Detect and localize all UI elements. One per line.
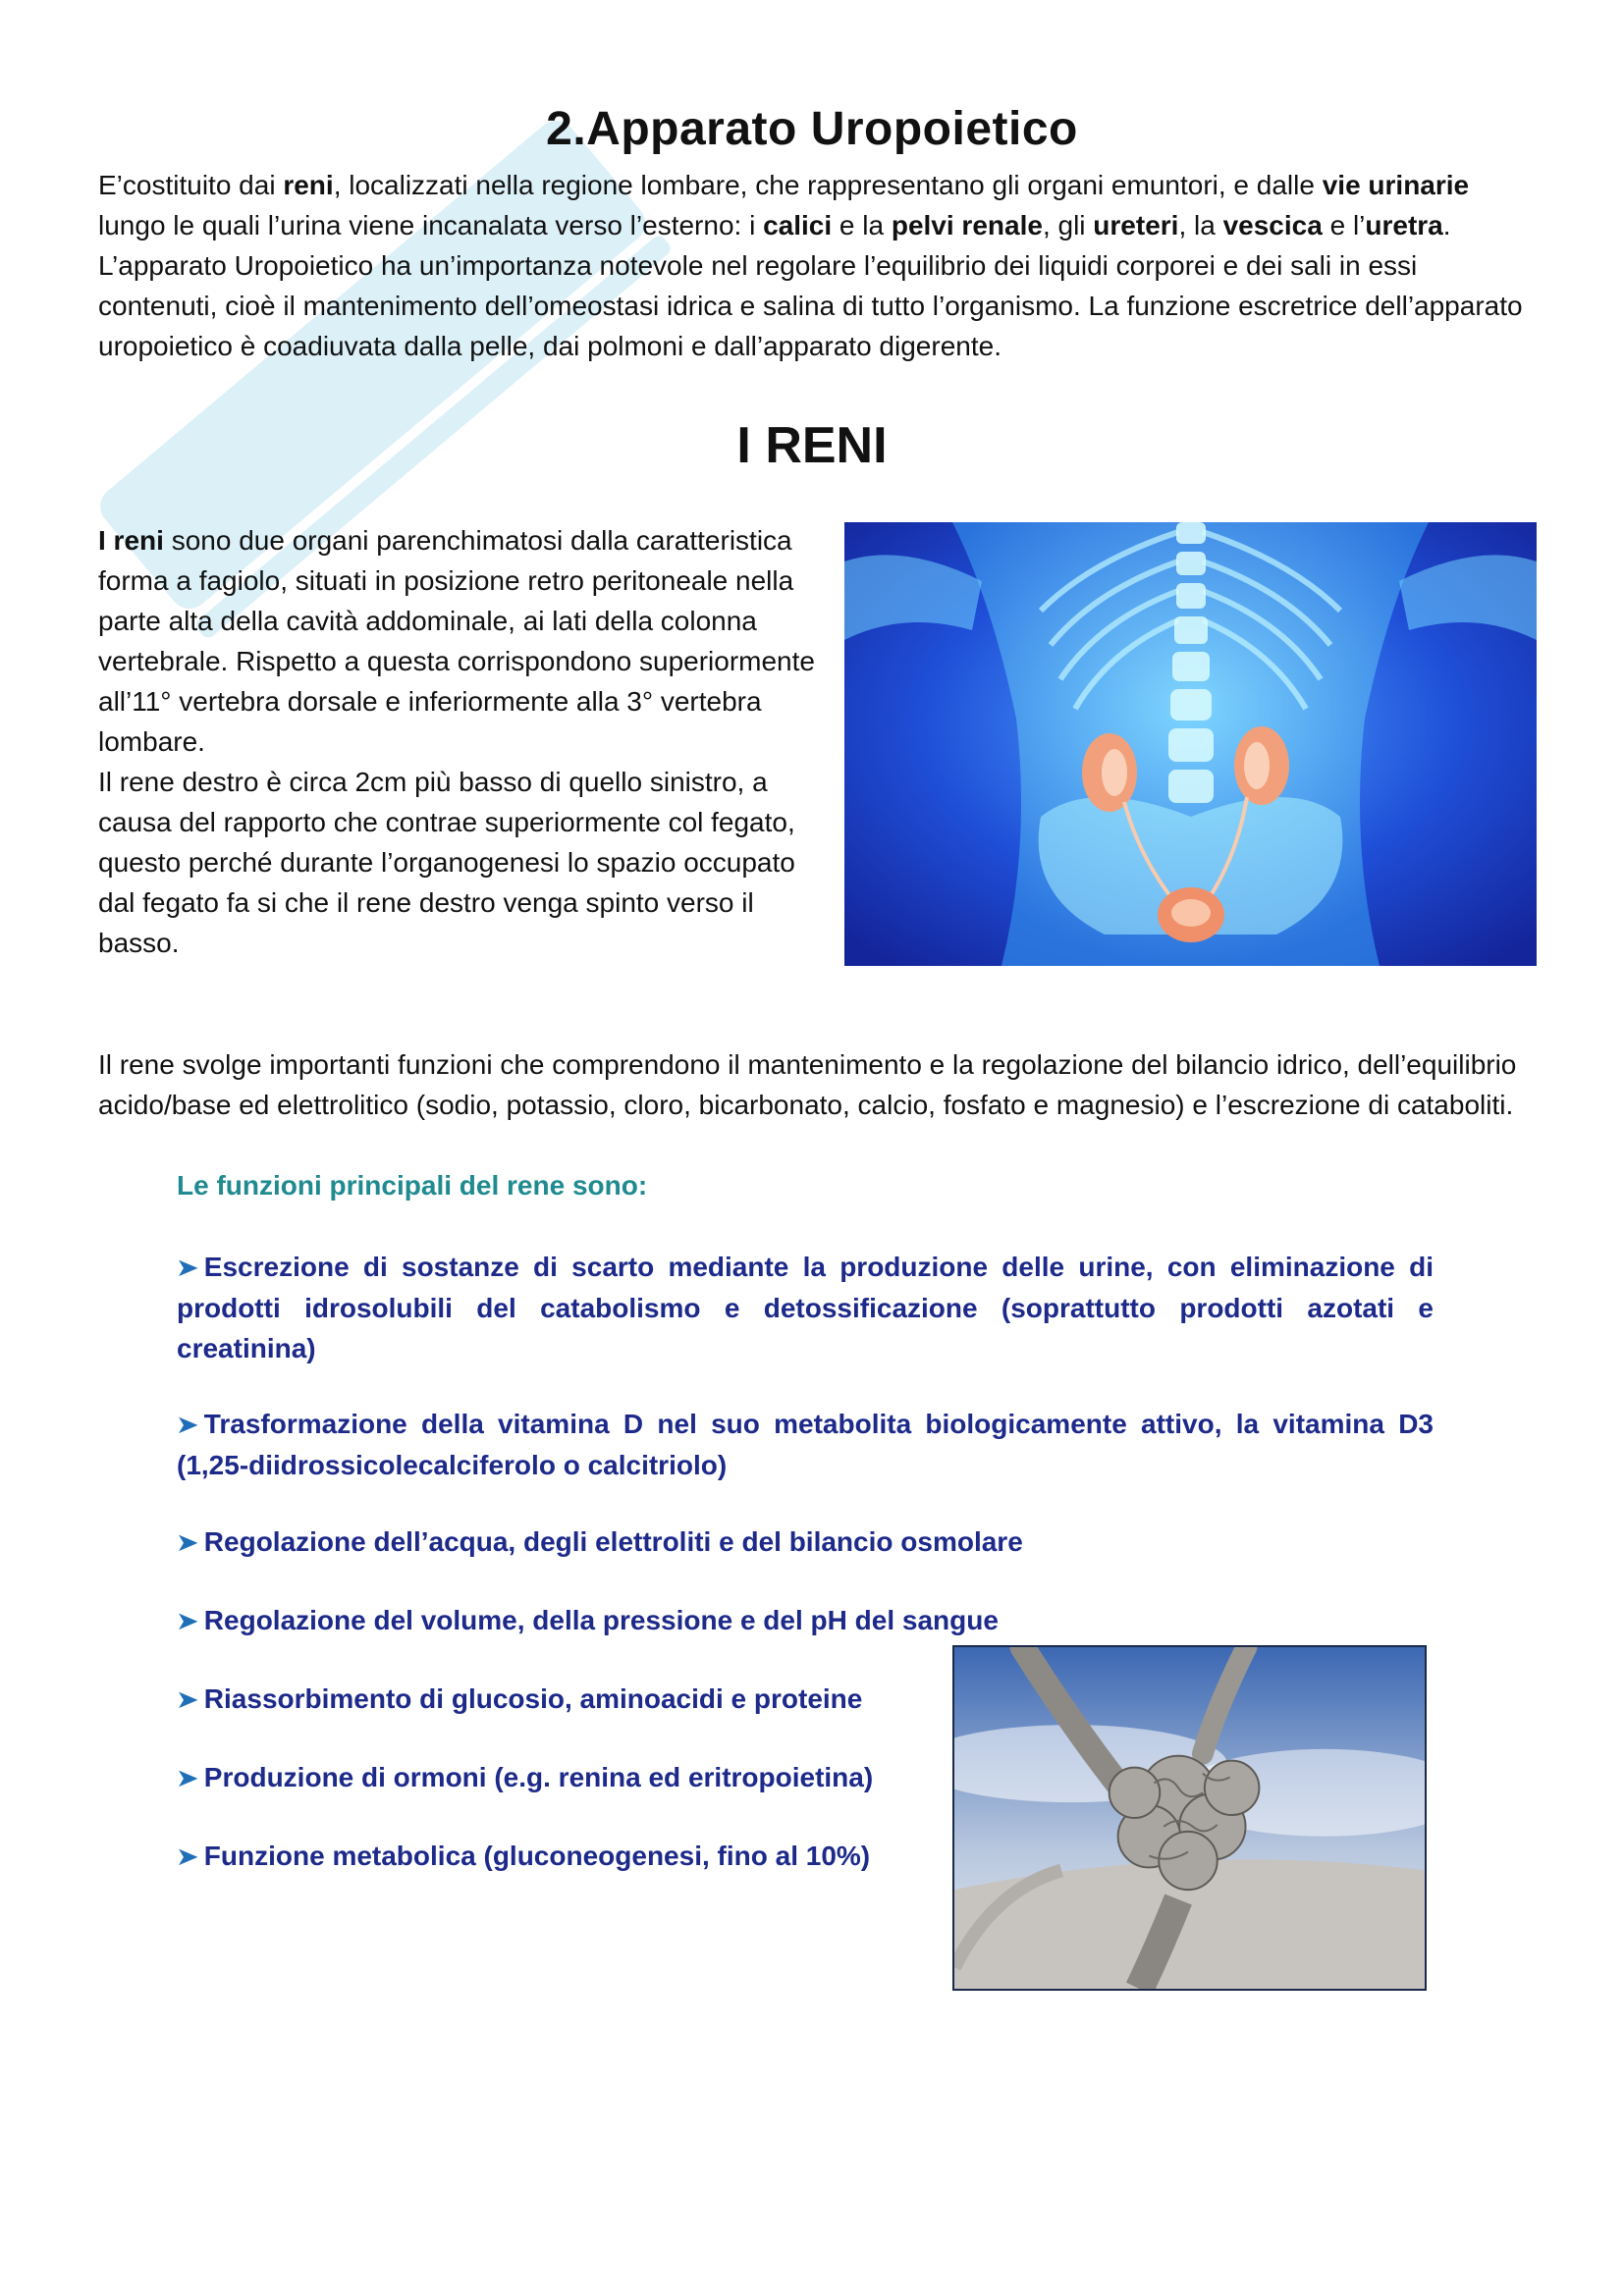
urinary-system-image [844,522,1537,966]
intro-paragraph: E’costituito dai reni, localizzati nella regione lombare, che rappresentano gli organi emuntori, e dalle vie urinarie lungo le quali l’urina viene incanalata verso l’esterno: i calici e la pelvi renale, gli ureteri, la vescica e l’uretra. L’apparato Uropoietico ha un’importanza notevole nel regolare l’equilibrio dei liquidi corporei e dei sali in essi contenuti, cioè il mantenimento dell’omeostasi idrica e salina di tutto l’organismo. La funzione escretrice dell’apparato uropoietico è coadiuvata dalla pelle, dai polmoni e dall’apparato digerente. [98,170,1523,361]
reni-paragraph: I reni sono due organi parenchimatosi dalla caratteristica forma a fagiolo, situati in posizione retro peritoneale nella parte alta della cavità addominale, ai lati della colonna vertebrale. Rispetto a questa corrispondono superiormente all’11° vertebra dorsale e inferiormente alla 3° vertebra lombare. Il rene destro è circa 2cm più basso di quello sinistro, a causa del rapporto che contrae superiormente col fegato, questo perché durante l’organogenesi lo spazio occupato dal fegato fa si che il rene destro venga spinto verso il basso. [98,525,815,958]
page-title: 2.Apparato Uropoietico [546,103,1078,155]
arrow-bullet-icon: ➤ [175,1684,199,1714]
arrow-bullet-icon: ➤ [175,1253,199,1282]
list-item: ➤ Funzione metabolica (gluconeogenesi, fino al 10%) [177,1836,933,1877]
list-item: ➤ Riassorbimento di glucosio, aminoacidi e proteine [177,1679,933,1720]
arrow-bullet-icon: ➤ [175,1606,199,1635]
functions-heading: Le funzioni principali del rene sono: [177,1170,648,1201]
arrow-bullet-icon: ➤ [175,1842,199,1871]
list-item: ➤ Regolazione del volume, della pressione e del pH del sangue [177,1600,1434,1641]
list-item: ➤ Escrezione di sostanze di scarto mediante la produzione delle urine, con eliminazione di prodotti idrosolubili del catabolismo e detossificazione (soprattutto prodotti azotati e creatinina) [177,1247,1434,1368]
list-item: ➤ Regolazione dell’acqua, degli elettroliti e del bilancio osmolare [177,1522,1434,1563]
section-heading-reni: I RENI [736,417,888,474]
functions-paragraph: Il rene svolge importanti funzioni che comprendono il mantenimento e la regolazione del bilancio idrico, dell’equilibrio acido/base ed elettrolitico (sodio, potassio, cloro, bicarbonato, calcio, fosfato e magnesio) e l’escrezione di cataboliti. [98,1049,1517,1120]
list-item: ➤ Trasformazione della vitamina D nel suo metabolita biologicamente attivo, la vitamina D3 (1,25-diidrossicolecalciferolo o calcitriolo) [177,1404,1434,1485]
arrow-bullet-icon: ➤ [175,1763,199,1792]
arrow-bullet-icon: ➤ [175,1410,199,1439]
glomerulus-image [952,1645,1427,1991]
arrow-bullet-icon: ➤ [175,1527,199,1557]
list-item: ➤ Produzione di ormoni (e.g. renina ed eritropoietina) [177,1757,933,1798]
